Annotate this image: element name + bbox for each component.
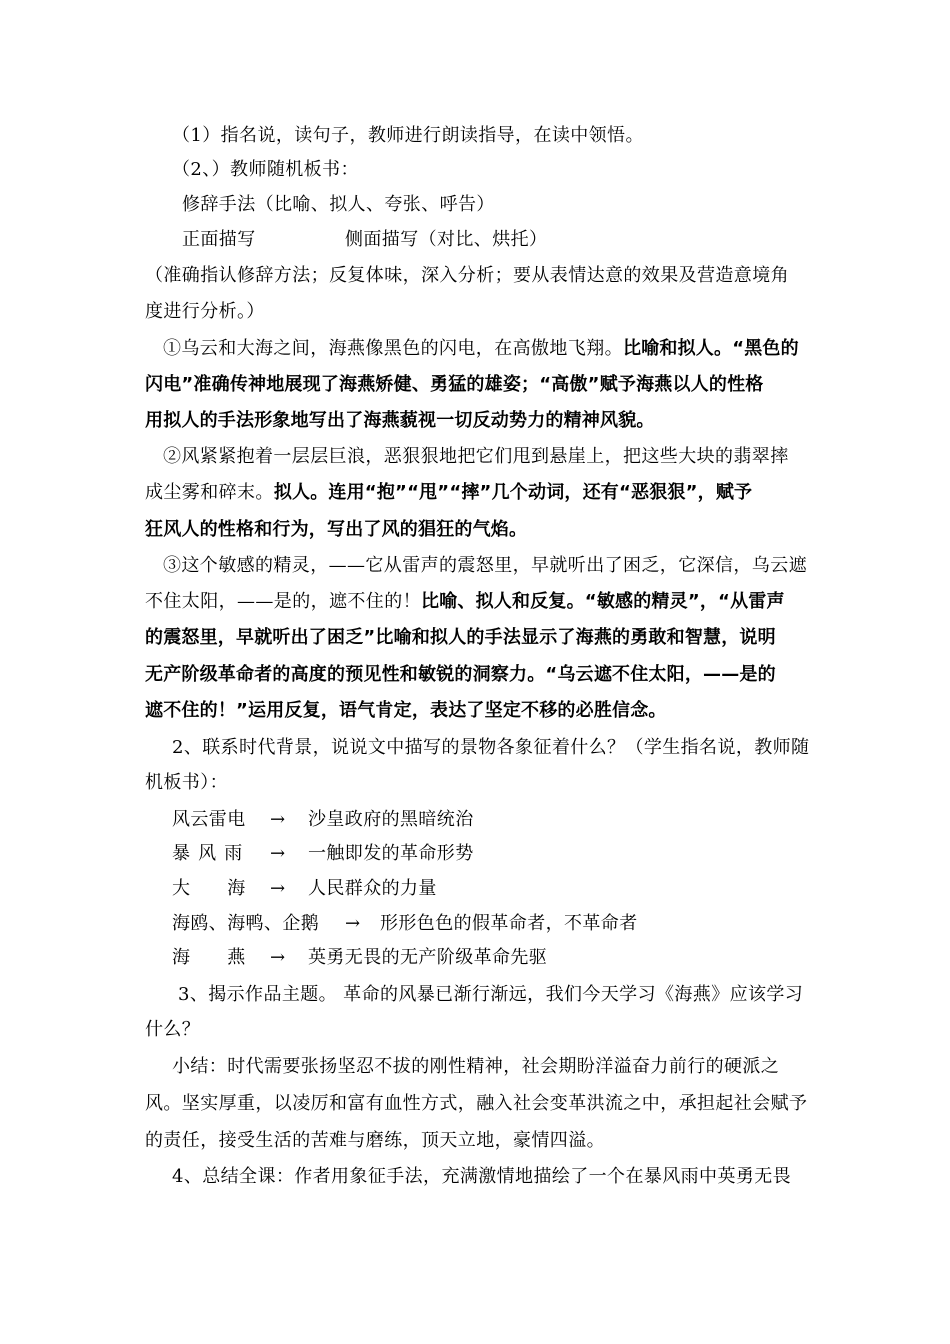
symbol-term: 海鸥、海鸭、企鹅 <box>172 913 320 934</box>
text-line: 正面描写 <box>182 229 256 250</box>
analysis-line: 的震怒里，早就听出了困乏”比喻和拟人的手法显示了海燕的勇敢和智慧，说明 <box>145 627 776 648</box>
text-line <box>163 337 799 361</box>
symbol-meaning: 英勇无畏的无产阶级革命先驱 <box>308 947 548 968</box>
symbol-meaning: 一触即发的革命形势 <box>308 843 474 864</box>
text-line: 机板书）： <box>145 772 228 793</box>
analysis-text: 比喻、拟人和反复。“敏感的精灵”，“从雷声 <box>421 591 785 612</box>
text-line: ②风紧紧抱着一层层巨浪，恶狠狠地把它们甩到悬崖上，把这些大块的翡翠摔 <box>163 446 789 467</box>
analysis-line: 无产阶级革命者的高度的预见性和敏锐的洞察力。“乌云遮不住太阳，——是的 <box>145 664 776 685</box>
text-line: 什么？ <box>145 1019 201 1040</box>
symbol-term: 风云雷电 <box>172 809 246 830</box>
symbol-meaning: 人民群众的力量 <box>308 878 437 899</box>
symbol-term: 大 海 <box>172 878 246 899</box>
arrow-icon: → <box>270 843 286 864</box>
example-sentence: ①乌云和大海之间，海燕像黑色的闪电，在高傲地飞翔。 <box>163 338 623 359</box>
symbol-term: 海 燕 <box>172 947 246 968</box>
symbol-meaning: 形形色色的假革命者，不革命者 <box>380 913 638 934</box>
symbol-meaning: 沙皇政府的黑暗统治 <box>308 809 474 830</box>
text-line: （准确指认修辞方法；反复体味，深入分析；要从表情达意的效果及营造意境角 <box>145 265 789 286</box>
text-line <box>145 590 785 614</box>
text-line: 修辞手法（比喻、拟人、夸张、呼告） <box>182 194 495 215</box>
arrow-icon: → <box>345 913 361 934</box>
text-line: 侧面描写（对比、烘托） <box>345 229 548 250</box>
text-line: （1）指名说，读句子，教师进行朗读指导，在读中领悟。 <box>172 125 644 146</box>
text-line: 风。坚实厚重，以凌厉和富有血性方式，融入社会变革洪流之中，承担起社会赋予 <box>145 1093 808 1114</box>
arrow-icon: → <box>270 878 286 899</box>
example-sentence: 不住太阳，——是的，遮不住的！ <box>145 591 421 612</box>
text-line: （2、）教师随机板书： <box>172 159 359 180</box>
symbol-term: 暴 风 雨 <box>172 843 244 864</box>
text-line: 小结：时代需要张扬坚忍不拔的刚性精神，社会期盼洋溢奋力前行的硬派之 <box>172 1056 780 1077</box>
analysis-line: 用拟人的手法形象地写出了海燕藐视一切反动势力的精神风貌。 <box>145 410 655 431</box>
text-line: 4、总结全课：作者用象征手法，充满激情地描绘了一个在暴风雨中英勇无畏 <box>172 1166 792 1187</box>
analysis-line: 遮不住的！”运用反复，语气肯定，表达了坚定不移的必胜信念。 <box>145 700 667 721</box>
text-line: 3、揭示作品主题。 革命的风暴已渐行渐远，我们今天学习《海燕》应该学习 <box>178 984 804 1005</box>
example-sentence: 成尘雾和碎末。 <box>145 482 274 503</box>
text-line <box>145 481 752 505</box>
arrow-icon: → <box>270 947 286 968</box>
text-line: 度进行分析。） <box>145 301 265 322</box>
analysis-text: 比喻和拟人。“黑色的 <box>623 338 799 359</box>
analysis-line: 狂风人的性格和行为，写出了风的猖狂的气焰。 <box>145 519 528 540</box>
text-line: 2、联系时代背景，说说文中描写的景物各象征着什么？（学生指名说，教师随 <box>172 737 810 758</box>
text-line: 的责任，接受生活的苦难与磨练，顶天立地，豪情四溢。 <box>145 1130 605 1151</box>
text-line: ③这个敏感的精灵，——它从雷声的震怒里，早就听出了困乏，它深信，乌云遮 <box>163 555 807 576</box>
analysis-text: 拟人。连用“抱”“甩”“摔”几个动词，还有“恶狠狠”，赋予 <box>273 482 753 503</box>
analysis-line: 闪电”准确传神地展现了海燕矫健、勇猛的雄姿；“高傲”赋予海燕以人的性格 <box>145 374 764 395</box>
arrow-icon: → <box>270 809 286 830</box>
